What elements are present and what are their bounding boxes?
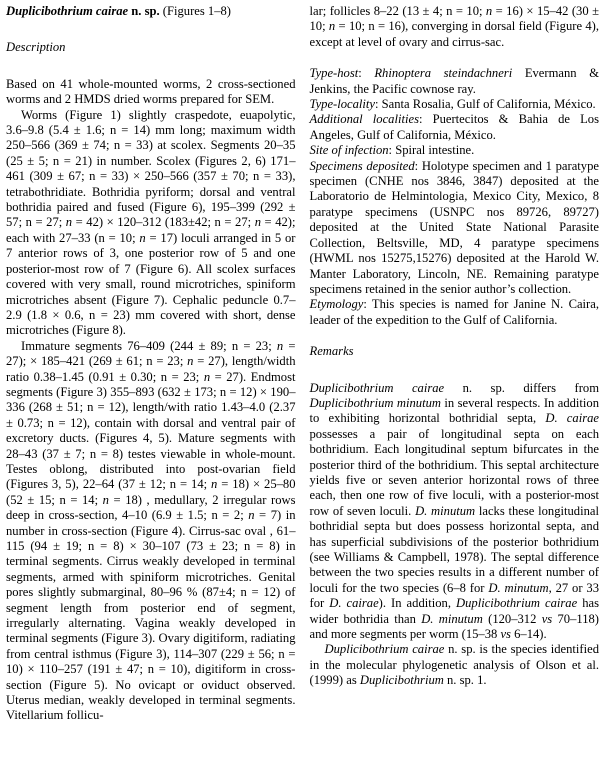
taxonomy-label: Site of infection xyxy=(309,143,389,158)
taxonomy-text: : Spiral intestine. xyxy=(388,143,475,158)
taxonomy-entry-site-of-infection xyxy=(310,143,600,158)
taxonomy-text: : Puertecitos & Bahia de Los Angeles, Gulf of California, México. xyxy=(309,112,599,142)
description-continuation-paragraph: lar; follicles 8–22 (13 ± 4; n = 10; n = 16) × 15–42 (30 ± 10; n = 10; n = 16), converging in dorsal field (Figure 4), except at level of ovary and cirrus-sac. xyxy=(309,4,599,49)
taxonomy-label: Additional localities xyxy=(309,112,419,127)
figures-reference: (Figures 1–8) xyxy=(162,4,231,18)
taxonomy-text: : Santa Rosalia, Gulf of California, México. xyxy=(375,97,596,112)
description-paragraph-2: Worms (Figure 1) slightly craspedote, euapolytic, 3.6–9.8 (5.4 ± 1.6; n = 14) mm long; maximum width 250–566 (369 ± 74; n = 33) at scolex. Segments 20–35 (25 ± 5; n = 21) in number. Scolex (Figures 2, 6) 171–461 (309 ± 67; n = 33) × 250–566 (357 ± 70; n = 33), tetrabothridiate. Bothridia pyriform; dorsal and ventral bothridia paired and fused (Figure 6), 195–399 (292 ± 57; n = 27; n = 42) × 120–312 (183±42; n = 27; n = 42); each with 27–33 (n = 10; n = 17) loculi arranged in 5 or 7 anterior rows of 3, one posterior row of 5 and one posterior-most row of 7 (Figure 6). All scolex surfaces covered with very small, round microtriches, spiniform microtriches absent (Figure 7). Cephalic peduncle 0.7–2.9 (1.8 × 0.6, n = 23) mm covered with short, dense microtriches (Figure 8). xyxy=(6,107,296,338)
taxonomic-summary xyxy=(310,66,600,328)
taxonomy-label: Type-host xyxy=(309,66,359,81)
description-paragraph-3: Immature segments 76–409 (244 ± 89; n = 23; n = 27); × 185–421 (269 ± 61; n = 23; n = 27), length/width ratio 0.38–1.45 (0.91 ± 0.30; n = 23; n = 27). Endmost segments (Figure 3) 355–893 (632 ± 173; n = 12) × 190–336 (268 ± 51; n = 12), length/with ratio 1.43–4.0 (2.37 ± 0.73; n = 12), contain with dorsal and ventral pair of excretory ducts. (Figures 4, 5). Mature segments with 28–43 (37 ± 7; n = 8) testes viewable in whole-mount. Testes oblong, distributed into post-ovarian field (Figures 3, 5), 22–64 (37 ± 12; n = 14; n = 18) × 25–80 (52 ± 15; n = 14; n = 18) , medullary, 2 irregular rows deep in cross-section, 4–10 (6.9 ± 1.5; n = 2; n = 7) in number in cross-section (Figure 4). Cirrus-sac oval , 61–115 (94 ± 19; n = 8) × 30–107 (73 ± 23; n = 8) in terminal segments. Cirrus weakly developed in terminal segments, armed with spiniform microtriches. Genital pores slightly submarginal, 80–96 % (87±4; n = 12) of segment length from posterior end of segment, irregularly alternating. Vagina weakly developed in terminal segments (Figure 3). Ovary digitiform, radiating from central isthmus (Figure 3), 114–307 (229 ± 56; n = 10) × 110–257 (191 ± 47; n = 10), digitiform in cross-section (Figure 5). No ovicapt or oviduct observed. Uterus median, weakly developed in terminal segments. Vitellarium follicu- xyxy=(6,338,296,723)
description-heading: Description xyxy=(6,40,66,55)
taxonomy-entry-type-locality xyxy=(310,97,600,112)
taxonomy-entry-specimens-deposited xyxy=(310,159,600,298)
species-name: Duplicibothrium cairae xyxy=(6,4,129,18)
taxonomy-text: : This species is named for Janine N. Caira, leader of the expedition to the Gulf of California. xyxy=(309,297,599,327)
taxonomy-entry-additional-localities xyxy=(310,112,600,143)
taxonomy-entry-type-host xyxy=(310,66,600,97)
taxonomy-label: Type-locality xyxy=(309,97,376,112)
right-column xyxy=(310,4,600,775)
left-column xyxy=(6,4,296,775)
taxonomy-text: : Holotype specimen and 1 paratype specimen (CNHE nos 3846, 3847) deposited at the Laboratorio de Helmintologia, Mexico City, Mexico, 8 paratype specimens (USNPC nos 89726, 89727) deposited at the United State National Parasite Collection, Beltsville, MD, 4 paratype specimens (HWML nos 15275,15276) deposited at the Harold W. Manter Laboratory, Lincoln, NE. Remaining paratype specimens retained in the senior author’s collection. xyxy=(309,158,599,296)
remarks-paragraph-2: Duplicibothrium cairae n. sp. is the species identified in the molecular phylogenetic analysis of Olson et al. (1999) as Duplicibothrium n. sp. 1. xyxy=(309,642,599,688)
remarks-heading: Remarks xyxy=(309,344,354,359)
taxonomy-label: Specimens deposited xyxy=(309,158,415,173)
taxonomy-entry-etymology xyxy=(310,297,600,328)
remarks-paragraph-1: Duplicibothrium cairae n. sp. differs from Duplicibothrium minutum in several respects. In addition to exhibiting horizontal bothridial septa, D. cairae possesses a pair of longitudinal septa on each bothridium. Each longitudinal septum bifurcates in the posterior third of the bothridium. This septal architecture yields five or seven anterior horizontal rows of three each, then one row of five loculi, with a posterior-most row of seven loculi. D. minutum lacks these longitudinal bothridial septa but does possess horizontal septa, and has superficial subdivisions of the posterior bothridium (see Williams & Campbell, 1978). The septal difference between the two species results in a different number of loculi for the two species (6–8 for D. minutum, 27 or 33 for D. cairae). In addition, Duplicibothrium cairae has wider bothridia than D. minutum (120–312 vs 70–118) and more segments per worm (15–38 vs 6–14). xyxy=(309,380,600,642)
new-species-rank: n. sp. xyxy=(131,4,160,18)
species-title xyxy=(6,4,296,19)
taxonomy-label: Etymology xyxy=(309,297,364,312)
description-paragraph-1: Based on 41 whole-mounted worms, 2 cross-sectioned worms and 2 HMDS dried worms prepared for SEM. xyxy=(6,76,296,107)
taxonomy-text: : Rhinoptera steindachneri Evermann & Jenkins, the Pacific cownose ray. xyxy=(309,66,599,96)
